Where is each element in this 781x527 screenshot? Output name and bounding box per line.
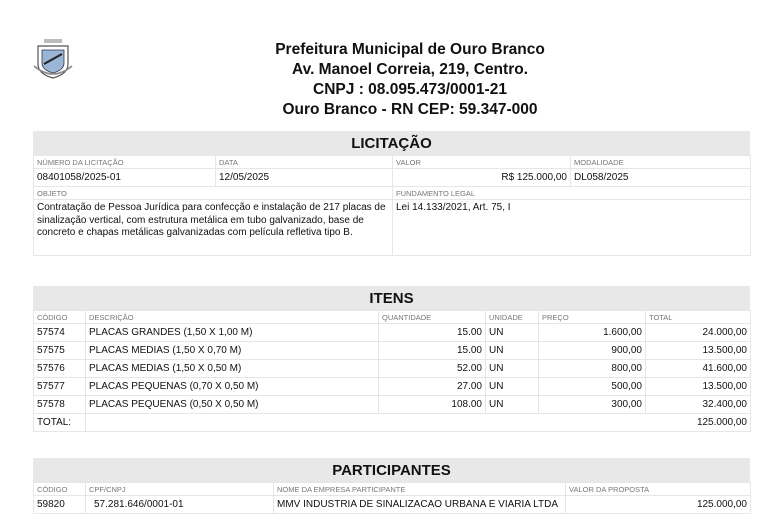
item-quantity: 15.00 — [379, 342, 486, 360]
modalidade-value: DL058/2025 — [571, 169, 751, 187]
participant-code: 59820 — [34, 496, 86, 514]
header-block — [140, 40, 680, 120]
label-numero: NÚMERO DA LICITAÇÃO — [34, 156, 216, 169]
col-header: TOTAL — [646, 311, 751, 324]
item-price: 500,00 — [539, 378, 646, 396]
item-description: PLACAS MEDIAS (1,50 X 0,50 M) — [86, 360, 379, 378]
table-row — [34, 342, 751, 360]
item-price: 800,00 — [539, 360, 646, 378]
col-header: QUANTIDADE — [379, 311, 486, 324]
item-quantity: 52.00 — [379, 360, 486, 378]
label-valor: VALOR — [393, 156, 571, 169]
total-value: 125.000,00 — [86, 414, 751, 432]
section-title: ITENS — [33, 286, 750, 310]
item-price: 300,00 — [539, 396, 646, 414]
col-header: CÓDIGO — [34, 311, 86, 324]
section-title: PARTICIPANTES — [33, 458, 750, 482]
participant-proposal: 125.000,00 — [566, 496, 751, 514]
label-modalidade: MODALIDADE — [571, 156, 751, 169]
header-line: Ouro Branco - RN CEP: 59.347-000 — [282, 101, 538, 118]
table-row — [34, 396, 751, 414]
participantes-table — [33, 482, 751, 514]
objeto-value: Contratação de Pessoa Jurídica para confecção e instalação de 217 placas de sinalização vertical, com estrutura metálica em tubo galvanizado, base de concreto e chapas metálicas galvanizadas com película refletiva tipo B. — [34, 200, 393, 256]
total-label: TOTAL: — [34, 414, 86, 432]
participant-cnpj: 57.281.646/0001-01 — [86, 496, 274, 514]
item-price: 1.600,00 — [539, 324, 646, 342]
participant-name: MMV INDUSTRIA DE SINALIZACAO URBANA E VIARIA LTDA — [274, 496, 566, 514]
header-line: Av. Manoel Correia, 219, Centro. — [291, 61, 528, 78]
municipal-crest-logo — [30, 36, 76, 80]
table-row — [34, 360, 751, 378]
item-total: 13.500,00 — [646, 342, 751, 360]
col-header: PREÇO — [539, 311, 646, 324]
item-total: 41.600,00 — [646, 360, 751, 378]
item-code: 57577 — [34, 378, 86, 396]
item-unit: UN — [486, 360, 539, 378]
table-row — [34, 496, 751, 514]
item-unit: UN — [486, 342, 539, 360]
item-quantity: 27.00 — [379, 378, 486, 396]
col-header: VALOR DA PROPOSTA — [566, 483, 751, 496]
data-value: 12/05/2025 — [216, 169, 393, 187]
table-row — [34, 378, 751, 396]
total-row — [34, 414, 751, 432]
item-quantity: 15.00 — [379, 324, 486, 342]
label-fundamento: FUNDAMENTO LEGAL — [393, 187, 751, 200]
item-description: PLACAS MEDIAS (1,50 X 0,70 M) — [86, 342, 379, 360]
licitacao-section — [33, 131, 750, 256]
itens-section — [33, 286, 750, 432]
header-line: Prefeitura Municipal de Ouro Branco — [275, 41, 545, 58]
item-total: 24.000,00 — [646, 324, 751, 342]
valor-value: R$ 125.000,00 — [393, 169, 571, 187]
item-code: 57576 — [34, 360, 86, 378]
item-code: 57575 — [34, 342, 86, 360]
item-price: 900,00 — [539, 342, 646, 360]
item-description: PLACAS GRANDES (1,50 X 1,00 M) — [86, 324, 379, 342]
section-title: LICITAÇÃO — [33, 131, 750, 155]
item-quantity: 108.00 — [379, 396, 486, 414]
col-header: DESCRIÇÃO — [86, 311, 379, 324]
fundamento-value: Lei 14.133/2021, Art. 75, I — [393, 200, 751, 256]
col-header: CÓDIGO — [34, 483, 86, 496]
label-data: DATA — [216, 156, 393, 169]
col-header: NOME DA EMPRESA PARTICIPANTE — [274, 483, 566, 496]
item-unit: UN — [486, 378, 539, 396]
item-unit: UN — [486, 396, 539, 414]
numero-value: 08401058/2025-01 — [34, 169, 216, 187]
itens-table — [33, 310, 751, 432]
item-code: 57578 — [34, 396, 86, 414]
item-description: PLACAS PEQUENAS (0,70 X 0,50 M) — [86, 378, 379, 396]
item-total: 13.500,00 — [646, 378, 751, 396]
item-unit: UN — [486, 324, 539, 342]
col-header: UNIDADE — [486, 311, 539, 324]
header-line: CNPJ : 08.095.473/0001-21 — [313, 81, 507, 98]
item-description: PLACAS PEQUENAS (0,50 X 0,50 M) — [86, 396, 379, 414]
label-objeto: OBJETO — [34, 187, 393, 200]
table-row — [34, 324, 751, 342]
item-code: 57574 — [34, 324, 86, 342]
item-total: 32.400,00 — [646, 396, 751, 414]
participantes-section — [33, 458, 750, 514]
col-header: CPF/CNPJ — [86, 483, 274, 496]
